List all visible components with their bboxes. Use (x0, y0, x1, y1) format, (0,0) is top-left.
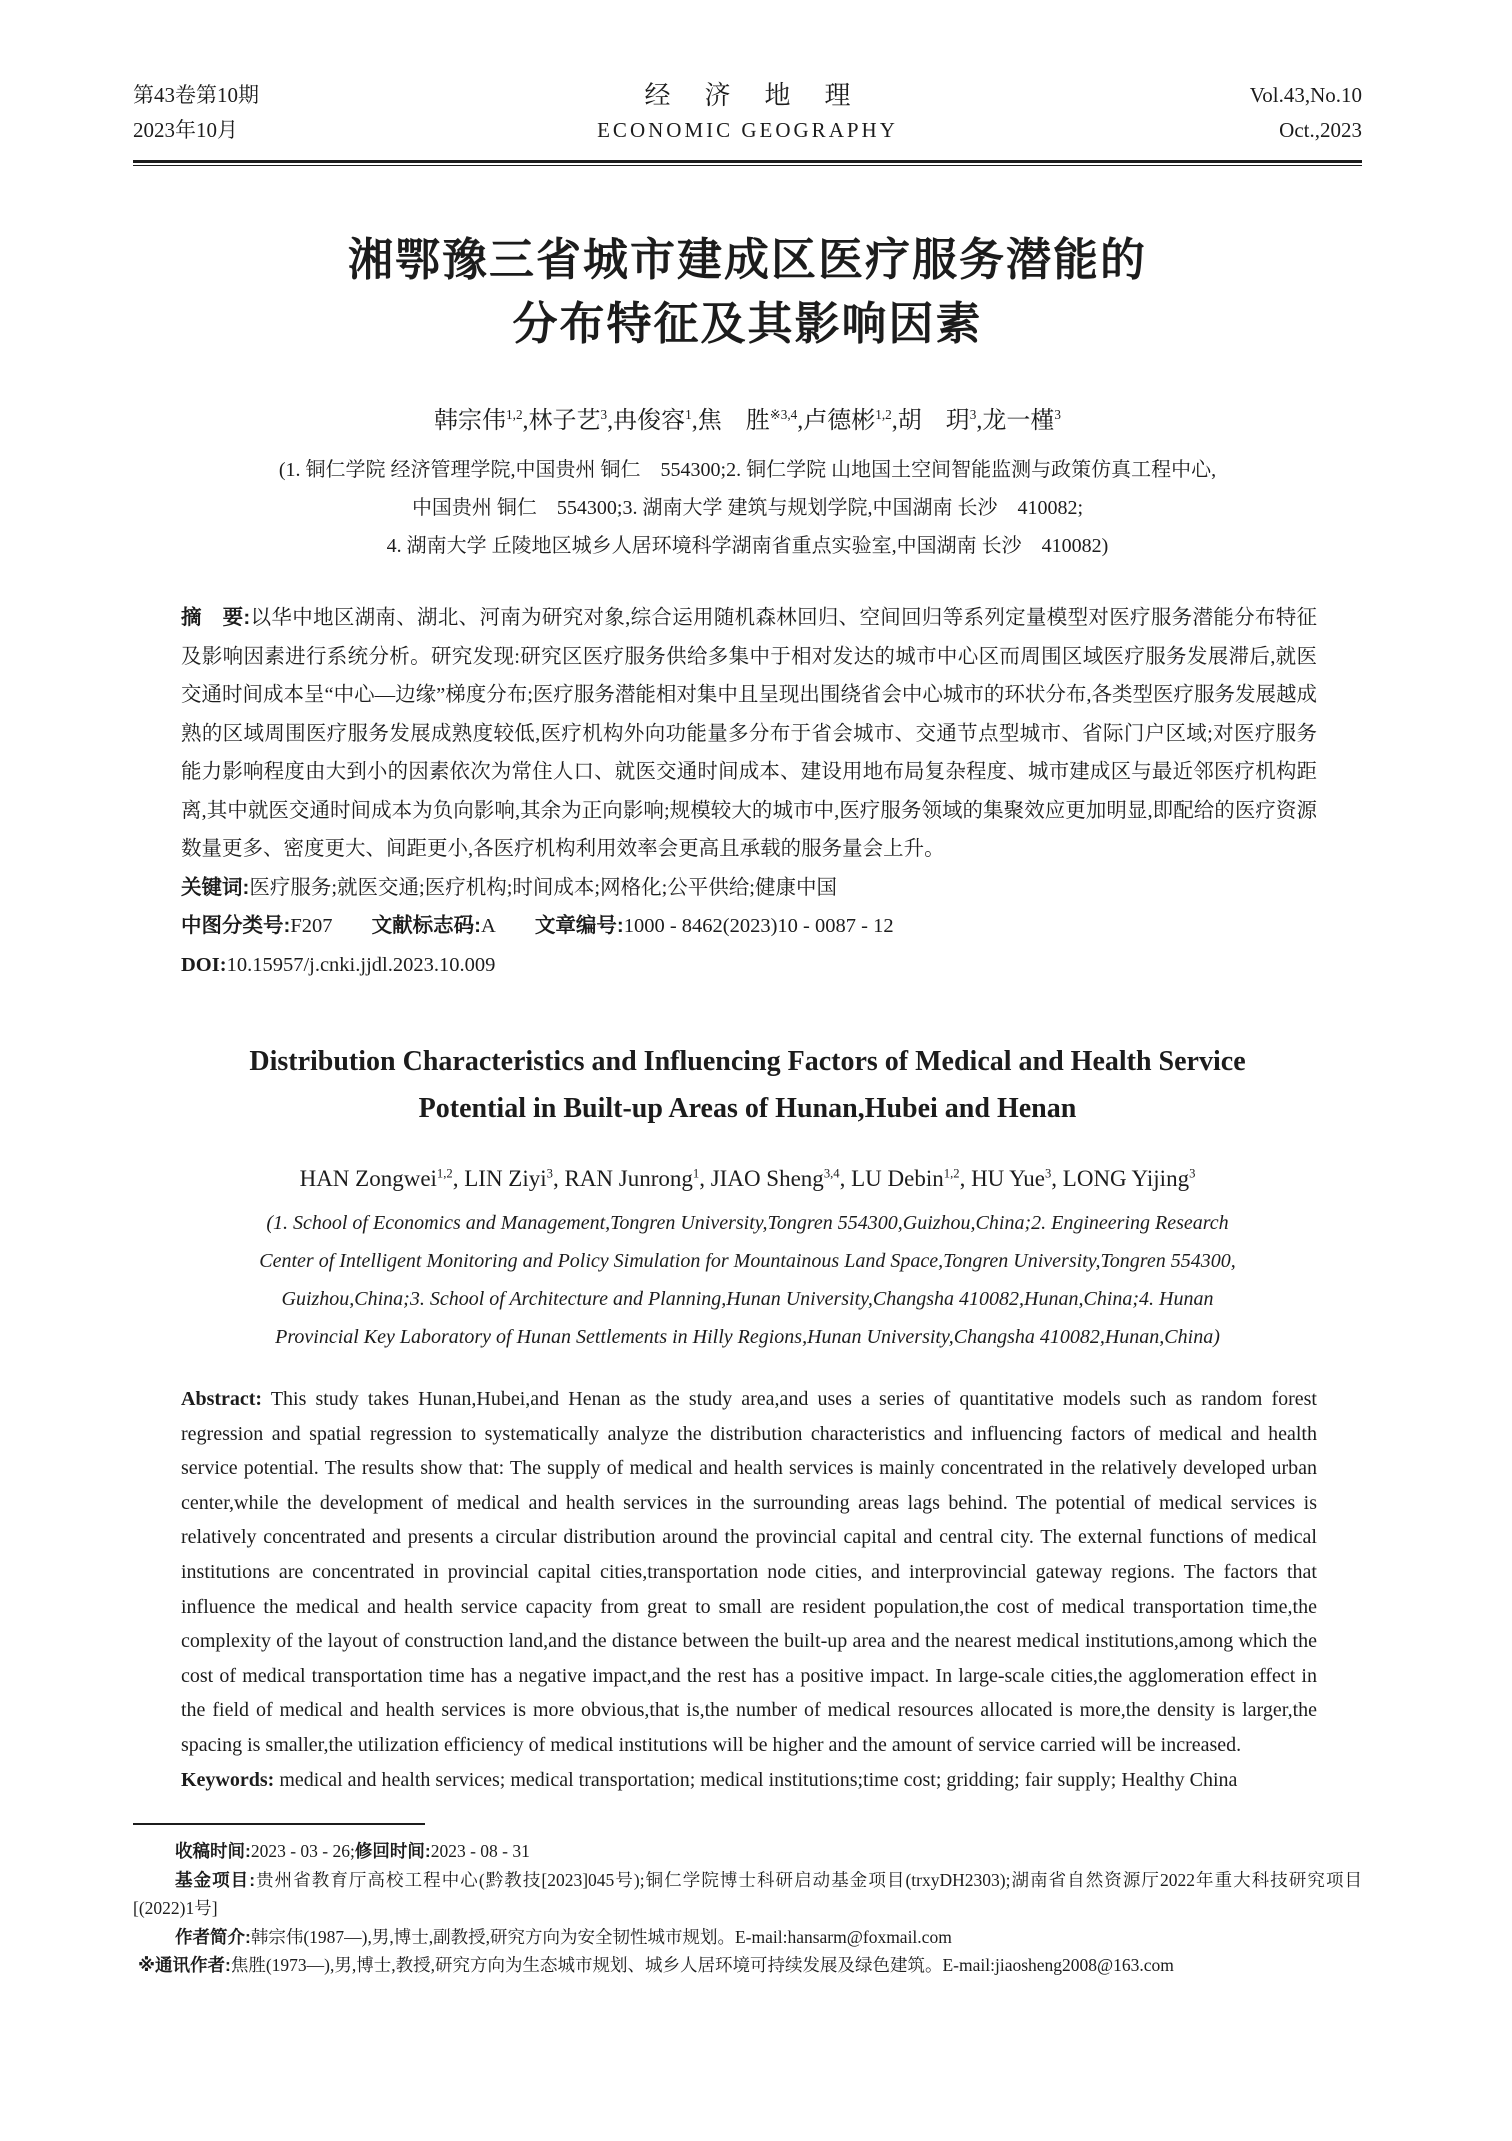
clc-value: F207 (290, 915, 333, 937)
affiliation-line: (1. School of Economics and Management,Tongren University,Tongren 554300,Guizhou,China;2. Engineering Research (266, 1212, 1229, 1234)
keywords-en-text: medical and health services; medical transportation; medical institutions;time cost; gridding; fair supply; Healthy China (274, 1768, 1238, 1791)
keywords-cn-label: 关键词: (181, 875, 250, 899)
affiliation-line: Provincial Key Laboratory of Hunan Settlements in Hilly Regions,Hunan University,Changsha 410082,Hunan,China) (275, 1326, 1220, 1348)
revised-label: 修回时间: (354, 1841, 431, 1862)
author-superscript: ※3,4 (769, 407, 798, 422)
journal-title-cn: 经济地理 (644, 81, 885, 110)
keywords-cn (181, 869, 1317, 908)
clc-label: 中图分类号: (181, 914, 291, 937)
footnote-author-bio (133, 1923, 1362, 1952)
author-superscript: 1,2 (436, 1166, 453, 1181)
article-title-en (133, 1038, 1362, 1132)
footnote-separator (133, 1823, 425, 1825)
author-superscript: 3 (1054, 407, 1061, 422)
author-name: 龙一槿 (982, 408, 1055, 434)
author-name: HU Yue (971, 1166, 1045, 1191)
fund-label: 基金项目: (175, 1869, 256, 1890)
article-title-cn (133, 228, 1362, 356)
received-value: 2023 - 03 - 26; (250, 1841, 355, 1862)
journal-header (133, 78, 1362, 148)
abstract-cn (181, 599, 1317, 869)
footnotes (133, 1837, 1362, 1980)
doi-value: 10.15957/j.cnki.jjdl.2023.10.009 (226, 953, 496, 976)
authors-cn: 韩宗伟$^{1,2}$,林子艺$^3$,冉俊容$^1$,焦 胜$^{※3,4}$,卢德彬$^{1,2}$,胡 玥$^3$,龙一槿$^3$ (434, 407, 1061, 434)
date-cn: 2023年10月 (133, 118, 238, 142)
author-superscript: 3 (1044, 1166, 1052, 1181)
clc-number (181, 915, 332, 937)
author-superscript: 3 (969, 407, 977, 422)
affiliation-line: Center of Intelligent Monitoring and Policy Simulation for Mountainous Land Space,Tongren University,Tongren 554300, (259, 1250, 1236, 1272)
author-name: 冉俊容 (613, 408, 686, 434)
author-name: 胡 玥 (897, 408, 970, 434)
corresponding-author-text: 焦胜(1973—),男,博士,教授,研究方向为生态城市规划、城乡人居环境可持续发展及绿色建筑。E-mail:jiaosheng2008@163.com (230, 1955, 1174, 1976)
author-name: HAN Zongwei (299, 1166, 437, 1191)
header-center (383, 78, 1112, 148)
date-en: Oct.,2023 (1279, 118, 1362, 142)
article-title-cn-line1: 湘鄂豫三省城市建成区医疗服务潜能的 (347, 234, 1147, 285)
author-superscript: 1 (685, 407, 692, 422)
doi-label: DOI: (181, 953, 227, 976)
author-bio-label: 作者简介: (175, 1926, 251, 1947)
keywords-cn-text: 医疗服务;就医交通;医疗机构;时间成本;网格化;公平供给;健康中国 (249, 876, 837, 899)
header-left (133, 78, 383, 148)
fund-text: 贵州省教育厅高校工程中心(黔教技[2023]045号);铜仁学院博士科研启动基金项目(trxyDH2303);湖南省自然资源厅2022年重大科技研究项目[(2022)1号] (133, 1869, 1362, 1919)
article-title-en-line2: Potential in Built-up Areas of Hunan,Hubei and Henan (418, 1093, 1077, 1124)
author-superscript: 1 (692, 1166, 700, 1181)
author-name: LIN Ziyi (464, 1166, 547, 1191)
author-superscript: 3,4 (823, 1166, 840, 1181)
document-code (372, 915, 496, 937)
abstract-en (181, 1382, 1317, 1763)
author-name: RAN Junrong (564, 1166, 693, 1191)
document-code-label: 文献标志码: (371, 914, 481, 937)
abstract-block-cn (181, 599, 1317, 984)
author-name: LU Debin (851, 1166, 944, 1191)
article-title-en-line1: Distribution Characteristics and Influencing Factors of Medical and Health Service (249, 1046, 1246, 1077)
footnote-corresponding-author (133, 1951, 1362, 1980)
meta-line (181, 907, 1317, 946)
author-superscript: 1,2 (943, 1166, 960, 1181)
revised-value: 2023 - 08 - 31 (430, 1841, 530, 1862)
author-superscript: 3 (600, 407, 608, 422)
author-superscript: 1,2 (506, 407, 523, 422)
author-name: 韩宗伟 (434, 408, 507, 434)
article-title-cn-line2: 分布特征及其影响因素 (512, 298, 983, 349)
abstract-en-text: This study takes Hunan,Hubei,and Henan as the study area,and uses a series of quantitative models such as random forest regression and spatial regression to systematically analyze the distribution characteristics and influencing factors of medical and health service potential. The results show that: The supply of medical and health services is mainly concentrated in the relatively developed urban center,while the development of medical and health services in the surrounding areas lags behind. The potential of medical services is relatively concentrated and presents a circular distribution around the provincial capital and central city. The external functions of medical institutions are concentrated in provincial capital cities,transportation node cities, and interprovincial gateway regions. The factors that influence the medical and health service capacity from great to small are resident population,the cost of medical transportation time,the complexity of the layout of construction land,and the distance between the built-up area and the nearest medical institutions,among which the cost of medical transportation time has a negative impact,and the rest has a positive impact. In large-scale cities,the agglomeration effect in the field of medical and health services is more obvious,that is,the number of medical resources allocated is more,the density is larger,the spacing is smaller,the utilization efficiency of medical institutions will be higher and the amount of service carried will be increased. (181, 1388, 1317, 1756)
article-id-label: 文章编号: (534, 914, 624, 937)
keywords-en (181, 1763, 1317, 1798)
affiliation-line: 中国贵州 铜仁 554300;3. 湖南大学 建筑与规划学院,中国湖南 长沙 410082; (411, 497, 1084, 519)
author-name: 林子艺 (528, 408, 601, 434)
header-right (1112, 78, 1362, 148)
keywords-en-label: Keywords: (181, 1768, 275, 1791)
affiliation-line: (1. 铜仁学院 经济管理学院,中国贵州 铜仁 554300;2. 铜仁学院 山地国土空间智能监测与政策仿真工程中心, (278, 459, 1217, 481)
footnote-fund (133, 1866, 1362, 1923)
author-name: 卢德彬 (803, 408, 876, 434)
volume-issue-en: Vol.43,No.10 (1249, 83, 1362, 107)
affiliations-cn (133, 451, 1362, 565)
abstract-block-en (181, 1382, 1317, 1797)
author-superscript: 3 (546, 1166, 553, 1181)
journal-title-en: ECONOMIC GEOGRAPHY (597, 118, 898, 142)
abstract-cn-label: 摘 要: (181, 606, 251, 629)
affiliations-en (133, 1204, 1362, 1356)
authors-en: HAN Zongwei$^{1,2}$, LIN Ziyi$^3$, RAN Junrong$^1$, JIAO Sheng$^{3,4}$, LU Debin$^{1,2}$, HU Yue$^3$, LONG Yijing$^3$ (299, 1166, 1196, 1191)
author-name: 焦 胜 (697, 408, 770, 434)
author-name: LONG Yijing (1062, 1166, 1190, 1191)
author-bio-text: 韩宗伟(1987—),男,博士,副教授,研究方向为安全韧性城市规划。E-mail:hansarm@foxmail.com (250, 1926, 952, 1947)
doi-line (181, 946, 1317, 985)
affiliation-line: 4. 湖南大学 丘陵地区城乡人居环境科学湖南省重点实验室,中国湖南 长沙 410082) (386, 535, 1109, 557)
author-superscript: 1,2 (875, 407, 892, 422)
abstract-cn-text: 以华中地区湖南、湖北、河南为研究对象,综合运用随机森林回归、空间回归等系列定量模型对医疗服务潜能分布特征及影响因素进行系统分析。研究发现:研究区医疗服务供给多集中于相对发达的城市中心区而周围区域医疗服务发展滞后,就医交通时间成本呈“中心—边缘”梯度分布;医疗服务潜能相对集中且呈现出围绕省会中心城市的环状分布,各类型医疗服务发展越成熟的区域周围医疗服务发展成熟度较低,医疗机构外向功能量多分布于省会城市、交通节点型城市、省际门户区域;对医疗服务能力影响程度由大到小的因素依次为常住人口、就医交通时间成本、建设用地布局复杂程度、城市建成区与最近邻医疗机构距离,其中就医交通时间成本为负向影响,其余为正向影响;规模较大的城市中,医疗服务领域的集聚效应更加明显,即配给的医疗资源数量更多、密度更大、间距更小,各医疗机构利用效率会更高且承载的服务量会上升。 (181, 607, 1318, 860)
author-name: JIAO Sheng (710, 1166, 824, 1191)
received-label: 收稿时间: (175, 1841, 251, 1862)
article-id-value: 1000 - 8462(2023)10 - 0087 - 12 (623, 915, 894, 937)
volume-issue-cn: 第43卷第10期 (133, 83, 259, 107)
footnote-received (133, 1837, 1362, 1866)
document-code-value: A (480, 915, 496, 937)
affiliation-line: Guizhou,China;3. School of Architecture and Planning,Hunan University,Changsha 410082,Hunan,China;4. Hunan (281, 1288, 1214, 1310)
header-double-rule (133, 160, 1362, 166)
corresponding-author-label: ※通讯作者: (138, 1955, 231, 1976)
author-superscript: 3 (1189, 1166, 1196, 1181)
article-id (535, 915, 894, 937)
abstract-en-label: Abstract: (181, 1388, 263, 1410)
